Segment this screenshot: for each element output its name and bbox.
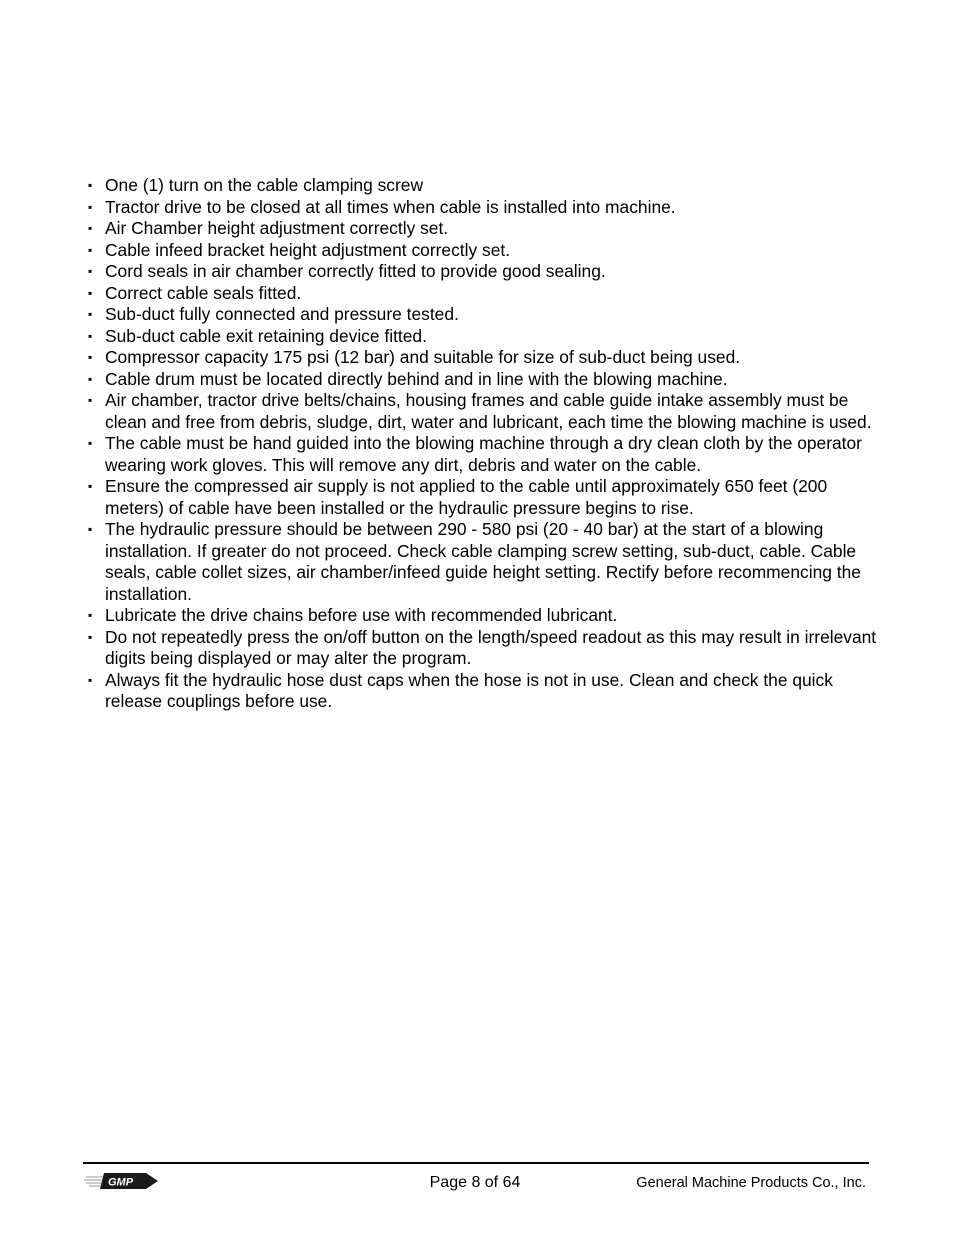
bullet-icon: ▪ xyxy=(88,178,93,192)
list-item-text: Lubricate the drive chains before use with recommended lubricant. xyxy=(105,605,618,625)
list-item xyxy=(88,476,878,519)
gmp-logo-icon xyxy=(84,1170,160,1192)
list-item-text: Always fit the hydraulic hose dust caps when the hose is not in use. Clean and check the quick release couplings before use. xyxy=(105,669,833,711)
page-number: Page 8 of 64 xyxy=(429,1174,521,1191)
list-item xyxy=(88,369,878,391)
list-item xyxy=(88,175,878,197)
bullet-icon: ▪ xyxy=(88,371,93,386)
list-item-text: Tractor drive to be closed at all times when cable is installed into machine. xyxy=(105,196,676,217)
bullet-icon: ▪ xyxy=(88,221,93,235)
list-item-text: Correct cable seals fitted. xyxy=(105,282,302,303)
list-item xyxy=(88,326,878,348)
list-item-text: Cable drum must be located directly behind and in line with the blowing machine. xyxy=(105,368,728,389)
list-item-text: Sub-duct cable exit retaining device fitted. xyxy=(105,325,427,346)
bullet-icon: ▪ xyxy=(88,393,93,407)
list-item xyxy=(88,240,878,262)
list-item xyxy=(88,283,878,305)
list-item xyxy=(88,390,878,433)
list-item-text: One (1) turn on the cable clamping screw xyxy=(105,175,424,195)
list-item xyxy=(88,347,878,369)
safety-checklist xyxy=(88,175,878,713)
list-item-text: Air chamber, tractor drive belts/chains, housing frames and cable guide intake assembly must be clean and free from debris, sludge, dirt, water and lubricant, each time the blowing machine is used. xyxy=(105,390,872,432)
list-item-text: Cable infeed bracket height adjustment correctly set. xyxy=(105,239,511,260)
bullet-icon: ▪ xyxy=(88,608,93,622)
bullet-icon: ▪ xyxy=(88,264,93,278)
list-item-text: The cable must be hand guided into the blowing machine through a dry clean cloth by the operator wearing work gloves. This will remove any dirt, debris and water on the cable. xyxy=(105,433,862,475)
list-item-text: The hydraulic pressure should be between 290 - 580 psi (20 - 40 bar) at the start of a blowing installation. If greater do not proceed. Check cable clamping screw setting, sub-duct, cable. Cable seals, cable collet sizes, air chamber/infeed guide height setting. Rectify before recommencing the installation. xyxy=(105,519,861,604)
list-item-text: Do not repeatedly press the on/off button on the length/speed readout as this may result in irrelevant digits being displayed or may alter the program. xyxy=(105,626,877,668)
list-item xyxy=(88,519,878,605)
bullet-icon: ▪ xyxy=(88,479,93,493)
bullet-icon: ▪ xyxy=(88,350,93,364)
gmp-logo-text: GMP xyxy=(108,1176,134,1189)
list-item xyxy=(88,218,878,240)
list-item xyxy=(88,605,878,627)
bullet-icon: ▪ xyxy=(88,522,93,536)
list-item-text: Compressor capacity 175 psi (12 bar) and suitable for size of sub-duct being used. xyxy=(105,347,741,367)
company-name: General Machine Products Co., Inc. xyxy=(636,1175,866,1191)
list-item xyxy=(88,433,878,476)
list-item-text: Sub-duct fully connected and pressure tested. xyxy=(105,304,459,324)
list-item xyxy=(88,261,878,283)
list-item xyxy=(88,670,878,713)
list-item xyxy=(88,197,878,219)
footer-divider xyxy=(83,1162,869,1164)
bullet-icon: ▪ xyxy=(88,285,93,300)
list-item-text: Ensure the compressed air supply is not applied to the cable until approximately 650 feet (200 meters) of cable have been installed or the hydraulic pressure begins to rise. xyxy=(105,476,828,518)
list-item-text: Cord seals in air chamber correctly fitted to provide good sealing. xyxy=(105,261,606,281)
bullet-icon: ▪ xyxy=(88,242,93,257)
bullet-icon: ▪ xyxy=(88,436,93,450)
bullet-icon: ▪ xyxy=(88,307,93,321)
list-item xyxy=(88,304,878,326)
list-item xyxy=(88,627,878,670)
list-item-text: Air Chamber height adjustment correctly set. xyxy=(105,218,449,238)
bullet-icon: ▪ xyxy=(88,629,93,644)
bullet-icon: ▪ xyxy=(88,328,93,343)
bullet-icon: ▪ xyxy=(88,199,93,214)
bullet-icon: ▪ xyxy=(88,672,93,687)
